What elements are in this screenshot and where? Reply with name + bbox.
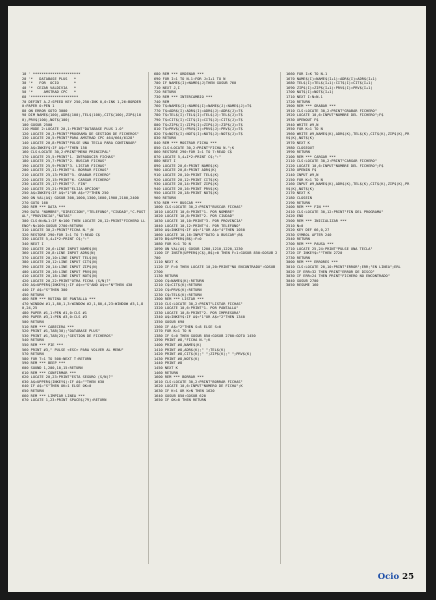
program-listing-column-1 — [22, 72, 146, 564]
program-listing-column-3 — [286, 72, 410, 564]
section-name: Ocio — [377, 572, 400, 582]
basic-code: 1660 FOR I=K TO N-1 1670 NAME$(I)=NAME$(I+1):ADR$(I)=ADR$(I+1) 1680 TEL$(I)=TEL$(I+1):CIT$(I)=CIT$(I+1) 1690 ZIP$(I)=ZIP$(I+1):PRV$(I)=PRV$(I+1) 1700 NOT$(I)=NOT$(I+1) 1710 NEXT I:N=N-1 1720 RETURN 1900 REM *** GRABAR *** 1910 CLS:LOCATE 30,2:PRINT"GRABAR FICHERO" 1920 LOCATE 10,6:INPUT"NOMBRE DEL FICHERO";F$ 1930 OPENOUT F$ 1940 WRITE #9,N 1950 FOR K=1 TO N 1960 WRITE #9,NAME$(K),ADR$(K),TEL$(K),CIT$(K),ZIP$(K),PRV$(K),NOT$(K) 1970 NEXT K 1980 CLOSEOUT 1990 RETURN 2100 REM *** CARGAR *** 2110 CLS:LOCATE 30,2:PRINT"CARGAR FICHERO" 2120 LOCATE 10,6:INPUT"NOMBRE DEL FICHERO";F$ 2130 OPENIN F$ 2140 INPUT #9,N 2150 FOR K=1 TO N 2160 INPUT #9,NAME$(K),ADR$(K),TEL$(K),CIT$(K),ZIP$(K),PRV$(K),NOT$(K) 2170 NEXT K 2180 CLOSEIN 2190 RETURN 2400 REM *** FIN *** 2410 CLS:LOCATE 30,12:PRINT"FIN DEL PROGRAMA" 2420 END 2500 REM *** INICIALIZAR *** 2510 N=0 2520 KEY DEF 66,0,27 2530 SYMBOL AFTER 240 2540 RETURN 2700 REM *** PAUSA *** 2710 LOCATE 25,24:PRINT"PULSE UNA TECLA" 2720 IF INKEY$=""THEN 2720 2730 RETURN 3000 REM *** ERRORES *** 3010 CLS:LOCATE 20,10:PRINT"ERROR";ERR;"EN LINEA";ERL 3020 IF ERR=32 THEN PRINT"ERROR DE DISCO" 3030 IF ERR=24 THEN PRINT"FICHERO NO ENCONTRADO" 3040 GOSUB 2700 3050 RESUME 160 — [286, 72, 410, 288]
basic-code: 10 ' ********************** 20 '* DATABASE PLUS * 30 '* FOR OCIO * 40 '* CEZAR VALDIVIA * 50 '* AMSTRAD CPC * 60 '********************** 70 DEFINT A-Z:SPEED KEY 250,250:INK 0,0:INK 1,26:BORDER 0:PAPER 0:PEN 1 80 ON ERROR GOTO 3000 90 DIM NAME$(100),ADR$(100),TEL$(100),CIT$(100),ZIP$(100),PRV$(100),NOT$(100) 100 GOSUB 2500 110 MODE 2:LOCATE 20,1:PRINT"DATABASE PLUS 1.0" 120 LOCATE 20,3:PRINT"PROGRAMA DE GESTION DE FICHEROS" 130 LOCATE 20,5:PRINT"PARA AMSTRAD CPC 464/664/6128" 140 LOCATE 20,8:PRINT"PULSE UNA TECLA PARA CONTINUAR" 150 A$=INKEY$:IF A$=""THEN 150 160 CLS:LOCATE 30,2:PRINT"MENU PRINCIPAL" 170 LOCATE 25,5:PRINT"1. INTRODUCIR FICHAS" 180 LOCATE 25,7:PRINT"2. BUSCAR FICHAS" 190 LOCATE 25,9:PRINT"3. LISTAR FICHAS" 200 LOCATE 25,11:PRINT"4. BORRAR FICHAS" 210 LOCATE 25,13:PRINT"5. GRABAR FICHERO" 220 LOCATE 25,15:PRINT"6. CARGAR FICHERO" 230 LOCATE 25,17:PRINT"7. FIN" 240 LOCATE 25,21:PRINT"ELIJA OPCION" 250 A$=INKEY$:IF A$<"1"OR A$>"7"THEN 250 260 ON VAL(A$) GOSUB 300,1000,1300,1600,1900,2100,2400 270 GOTO 160 280 REM *** DATA *** 290 DATA "NOMBRE","DIRECCION","TELEFONO","CIUDAD","C.POSTAL","PROVINCIA","NOTAS" 300 CLS:N=N+1:IF N>100 THEN LOCATE 20,12:PRINT"FICHERO LLENO":N=100:GOSUB 2700:RETURN 310 LOCATE 30,2:PRINT"FICHA N.";N 320 RESTORE 290:FOR I=1 TO 7:READ C$ 330 LOCATE 5,4+I*2:PRINT C$;":" 340 NEXT I 350 LOCATE 20,6:LINE INPUT NAME$(N) 360 LOCATE 20,8:LINE INPUT ADR$(N) 370 LOCATE 20,10:LINE INPUT TEL$(N) 380 LOCATE 20,12:LINE INPUT CIT$(N) 390 LOCATE 20,14:LINE INPUT ZIP$(N) 400 LOCATE 20,16:LINE INPUT PRV$(N) 410 LOCATE 20,18:LINE INPUT NOT$(N) 420 LOCATE 20,22:PRINT"OTRA FICHA (S/N)?" 430 A$=UPPER$(INKEY$):IF A$<>"S"AND A$<>"N"THEN 430 440 IF A$="S"THEN 300 450 RETURN 460 REM *** RUTINA DE PANTALLA *** 470 WINDOW #1,1,80,1,3:WINDOW #2,1,80,4,23:WINDOW #3,1,80,24,25 480 PAPER #1,1:PEN #1,0:CLS #1 490 PAPER #3,1:PEN #3,0:CLS #3 500 RETURN 510 REM *** CABECERA *** 520 PRINT #1,TAB(30);"DATABASE PLUS" 530 PRINT #1,TAB(25);"GESTION DE FICHEROS" 540 RETURN 550 REM *** PIE *** 560 PRINT #3," PULSE <ESC> PARA VOLVER AL MENU" 570 RETURN 580 FOR T=1 TO 500:NEXT T:RETURN 590 REM *** BEEP *** 600 SOUND 1,200,10,15:RETURN 610 REM *** CONFIRMAR *** 620 LOCATE 20,23:PRINT"ESTA SEGURO (S/N)?" 630 A$=UPPER$(INKEY$):IF A$=""THEN 630 640 IF A$="S"THEN OK=1 ELSE OK=0 650 RETURN 660 REM *** LIMPIAR LINEA *** 670 LOCATE 1,23:PRINT SPACE$(79):RETURN — [22, 72, 146, 403]
magazine-page — [8, 6, 426, 592]
program-listing-column-2 — [154, 72, 278, 564]
page-folio — [378, 572, 414, 582]
basic-code: 680 REM *** ORDENAR *** 690 FOR I=1 TO N-1:FOR J=I+1 TO N 700 IF NAME$(I)>NAME$(J)THEN GOSUB 760 710 NEXT J,I 720 RETURN 730 REM *** INTERCAMBIO *** 740 REM 760 T$=NAME$(I):NAME$(I)=NAME$(J):NAME$(J)=T$ 770 T$=ADR$(I):ADR$(I)=ADR$(J):ADR$(J)=T$ 780 T$=TEL$(I):TEL$(I)=TEL$(J):TEL$(J)=T$ 790 T$=CIT$(I):CIT$(I)=CIT$(J):CIT$(J)=T$ 800 T$=ZIP$(I):ZIP$(I)=ZIP$(J):ZIP$(J)=T$ 810 T$=PRV$(I):PRV$(I)=PRV$(J):PRV$(J)=T$ 820 T$=NOT$(I):NOT$(I)=NOT$(J):NOT$(J)=T$ 830 RETURN 840 REM *** MOSTRAR FICHA *** 850 CLS:LOCATE 30,2:PRINT"FICHA N.";K 860 RESTORE 290:FOR I=1 TO 7:READ C$ 870 LOCATE 5,4+I*2:PRINT C$;":" 880 NEXT I 890 LOCATE 20,6:PRINT NAME$(K) 900 LOCATE 20,8:PRINT ADR$(K) 910 LOCATE 20,10:PRINT TEL$(K) 920 LOCATE 20,12:PRINT CIT$(K) 930 LOCATE 20,14:PRINT ZIP$(K) 940 LOCATE 20,16:PRINT PRV$(K) 950 LOCATE 20,18:PRINT NOT$(K) 960 RETURN 970 REM *** BUSCAR *** 1000 CLS:LOCATE 30,2:PRINT"BUSCAR FICHAS" 1010 LOCATE 10,6:PRINT"1. POR NOMBRE" 1020 LOCATE 10,8:PRINT"2. POR CIUDAD" 1030 LOCATE 10,10:PRINT"3. POR PROVINCIA" 1040 LOCATE 10,12:PRINT"4. POR TELEFONO" 1050 A$=INKEY$:IF A$<"1"OR A$>"4"THEN 1050 1060 LOCATE 10,16:INPUT"DATO A BUSCAR";B$ 1070 B$=UPPER$(B$):F=0 1080 FOR K=1 TO N 1090 ON VAL(A$) GOSUB 1200,1210,1220,1230 1100 IF INSTR(UPPER$(C$),B$)>0 THEN F=1:GOSUB 850:GOSUB 2700 1110 NEXT K 1120 IF F=0 THEN LOCATE 10,20:PRINT"NO ENCONTRADO":GOSUB 2700 1130 RETURN 1200 C$=NAME$(K):RETURN 1210 C$=CIT$(K):RETURN 1220 C$=PRV$(K):RETURN 1230 C$=TEL$(K):RETURN 1300 REM *** LISTAR *** 1310 CLS:LOCATE 30,2:PRINT"LISTAR FICHAS" 1320 LOCATE 10,6:PRINT"1. POR PANTALLA" 1330 LOCATE 10,8:PRINT"2. POR IMPRESORA" 1340 A$=INKEY$:IF A$<"1"OR A$>"2"THEN 1340 1350 GOSUB 690 1360 IF A$="2"THEN S=8 ELSE S=0 1370 FOR K=1 TO N 1380 IF S=0 THEN GOSUB 850:GOSUB 2700:GOTO 1450 1390 PRINT #8,"FICHA N.";K 1400 PRINT #8,NAME$(K) 1410 PRINT #8,ADR$(K);" ";TEL$(K) 1420 PRINT #8,CIT$(K);" ";ZIP$(K);" ";PRV$(K) 1430 PRINT #8,NOT$(K) 1440 PRINT #8 1450 NEXT K 1460 RETURN 1600 REM *** BORRAR *** 1610 CLS:LOCATE 30,2:PRINT"BORRAR FICHAS" 1620 LOCATE 10,6:INPUT"NUMERO DE FICHA";K 1630 IF K<1 OR K>N THEN 1620 1640 GOSUB 850:GOSUB 620 1650 IF OK=0 THEN RETURN — [154, 72, 278, 403]
column-divider — [280, 72, 281, 564]
page-number: 25 — [402, 572, 414, 582]
column-divider — [148, 72, 149, 564]
